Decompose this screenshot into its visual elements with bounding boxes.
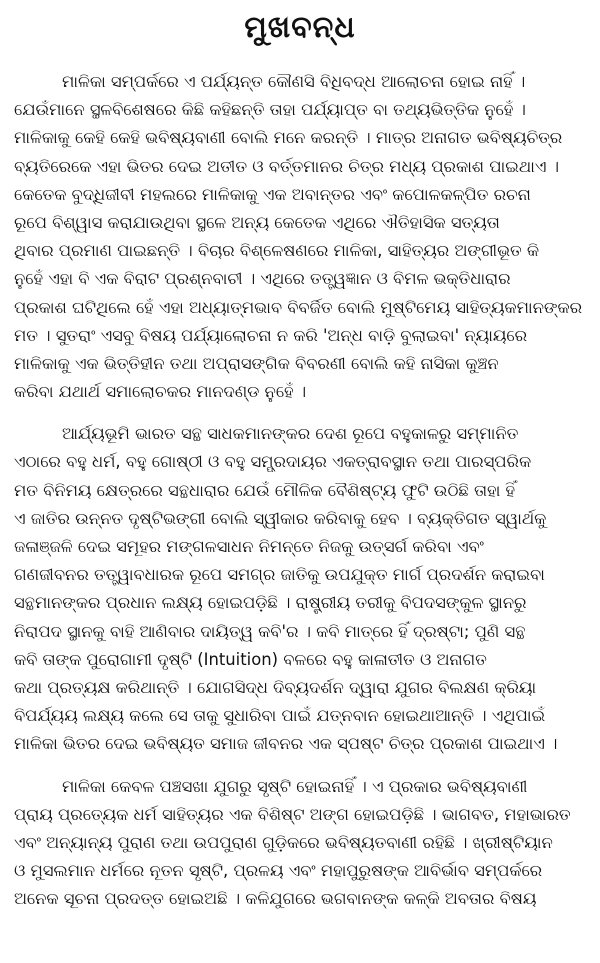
paragraph-2 [14, 420, 586, 758]
text-line: ବ୍ୟତିରେକେ ଏହା ଭିତର ଦେଇ ଅତୀତ ଓ ବର୍ତ୍ତମାନର ଚିତ୍ର ମଧ୍ୟ ପ୍ରକାଶ ପାଇଥାଏ । [14, 156, 559, 176]
text-line: ଯେଉଁମାନେ ସ୍ଥଳବିଶେଷରେ କିଛି କହିଛନ୍ତି ତାହା ପର୍ଯ୍ୟାପ୍ତ ବା ତଥ୍ୟଭିତ୍ତିକ ନୁହେଁ । [14, 100, 526, 120]
text-line: ଏ ଜାତିର ଉନ୍ନତ ଦୃଷ୍ଟିଭଙ୍ଗୀ ବୋଲି ସ୍ୱୀକାର କରିବାକୁ ହେବ । ବ୍ୟକ୍ତିଗତ ସ୍ୱାର୍ଥକୁ [14, 508, 547, 528]
text-line: ମାଳିକା ସମ୍ପର୍କରେ ଏ ପର୍ଯ୍ୟନ୍ତ କୌଣସି ବିଧିବଦ୍ଧ ଆଲୋଚନା ହୋଇ ନାହିଁ । [62, 72, 526, 91]
paragraph-3 [14, 773, 586, 914]
text-line: ଥିବାର ପ୍ରମାଣ ପାଇଛନ୍ତି । ବିଚାର ବିଶ୍ଳେଷଣରେ ମାଳିକା, ସାହିତ୍ୟର ଅଙ୍ଗୀଭୂତ କି [14, 241, 540, 261]
text-line: ପ୍ରକାଶ ଘଟିଥିଲେ ହେଁ ଏହା ଅଧ୍ୟାତ୍ମଭାବ ବିବର୍ଜିତ ବୋଲି ମୁଷ୍ଟିମେୟ ସାହିତ୍ୟକମାନଙ୍କର [14, 297, 582, 317]
text-line: ରୂପେ ବିଶ୍ୱାସ କରାଯାଉଥିବା ସ୍ଥଳେ ଅନ୍ୟ କେତେକ ଏଥିରେ ଐତିହାସିକ ସତ୍ୟତା [14, 212, 500, 232]
text-line: ବିପର୍ଯ୍ୟୟ ଲକ୍ଷ୍ୟ କଲେ ସେ ତାକୁ ସୁଧାରିବା ପାଇଁ ଯତ୍ନବାନ ହୋଇଥାଆନ୍ତି । ଏଥିପାଇଁ [14, 706, 546, 726]
text-line: ମାଳିକାକୁ କେହି କେହି ଭବିଷ୍ୟବାଣୀ ବୋଲି ମନେ କରନ୍ତି । ମାତ୍ର ଅନାଗତ ଭବିଷ୍ୟଚିତ୍ର [14, 128, 563, 148]
text-line: ଏଠାରେ ବହୁ ଧର୍ମ, ବହୁ ଗୋଷ୍ଠୀ ଓ ବହୁ ସମ୍ପ୍ରଦାୟର ଏକତ୍ରାବସ୍ଥାନ ତଥା ପାରସ୍ପରିକ [14, 452, 532, 472]
text-line: କବି ତାଙ୍କ ପୁରୋଗାମୀ ଦୃଷ୍ଟି (Intuition) ବଳରେ ବହୁ କାଳାତୀତ ଓ ଅନାଗତ [14, 649, 487, 669]
page-title: ମୁଖବନ୍ଧ [244, 10, 356, 45]
text-line: ମାଳିକାକୁ ଏକ ଭିତ୍ତିହୀନ ତଥା ଅପ୍ରାସଙ୍ଗିକ ବିବରଣୀ ବୋଲି କହି ନାସିକା କୁଞ୍ଚନ [14, 353, 499, 373]
text-line: ନୁହେଁ ଏହା ବି ଏକ ବିରାଟ ପ୍ରଶ୍ନବାଚୀ । ଏଥିରେ ତତ୍ତ୍ୱଜ୍ଞାନ ଓ ବିମଳ ଭକ୍ତିଧାରାର [14, 269, 511, 289]
text-line: କଥା ପ୍ରତ୍ୟକ୍ଷ କରିଥାନ୍ତି । ଯୋଗସିଦ୍ଧ ଦିବ୍ୟଦର୍ଶନ ଦ୍ୱାରା ଯୁଗର ବିଲକ୍ଷଣ କ୍ରିୟା [14, 677, 537, 697]
text-line: ଅନେକ ସୂଚନା ପ୍ରଦତ୍ତ ହୋଇଅଛି । କଳିଯୁଗରେ ଭଗବାନଙ୍କ କଳ୍କି ଅବତାର ବିଷୟ [14, 889, 537, 909]
text-line: ନିରାପଦ ସ୍ଥାନକୁ ବାହି ଆଣିବାର ଦାୟିତ୍ୱ କବି'ର । କବି ମାତ୍ରେ ହିଁ ଦ୍ରଷ୍ଟା; ପୁଣି ସନ୍ଥ [14, 621, 526, 641]
text-line: ମତ । ସୁତରାଂ ଏସବୁ ବିଷୟ ପର୍ଯ୍ୟାଲୋଚନା ନ କରି 'ଅନ୍ଧ ବାଡ଼ି ବୁଲାଇବା' ନ୍ୟାୟରେ [14, 325, 528, 345]
text-line: କରିବା ଯଥାର୍ଥ ସମାଲୋଚକର ମାନଦଣ୍ଡ ନୁହେଁ । [14, 382, 307, 402]
text-line: ମତ ବିନିମୟ କ୍ଷେତ୍ରରେ ସନ୍ଥଧାରାର ଯେଉଁ ମୌଳିକ ବୈଶିଷ୍ଟ୍ୟ ଫୁଟି ଉଠିଛି ତାହା ହିଁ [14, 480, 516, 500]
text-line: ଜଳାଞ୍ଜଳି ଦେଇ ସମୂହର ମଙ୍ଗଳସାଧନ ନିମନ୍ତେ ନିଜକୁ ଉତ୍ସର୍ଗ କରିବା ଏବଂ [14, 537, 484, 556]
text-line: ଆର୍ଯ୍ୟଭୂମି ଭାରତ ସନ୍ଥ ସାଧକମାନଙ୍କର ଦେଶ ରୂପେ ବହୁକାଳରୁ ସମ୍ମାନିତ [62, 424, 519, 444]
text-line: ପ୍ରାୟ ପ୍ରତ୍ୟେକ ଧର୍ମ ସାହିତ୍ୟର ଏକ ବିଶିଷ୍ଟ ଅଙ୍ଗ ହୋଇପଡ଼ିଛି । ଭାଗବତ, ମହାଭାରତ [14, 804, 571, 824]
text-line: ଗଣଜୀବନର ତତ୍ତ୍ୱାବଧାରକ ରୂପେ ସମଗ୍ର ଜାତିକୁ ଉପଯୁକ୍ତ ମାର୍ଗ ପ୍ରଦର୍ଶନ କରାଇବା [14, 565, 545, 585]
text-line: କେତେକ ବୁଦ୍ଧିଜୀବୀ ମହଲରେ ମାଳିକାକୁ ଏକ ଅବାନ୍ତର ଏବଂ କପୋଳକଳ୍ପିତ ରଚନା [14, 184, 531, 204]
text-line: ମାଳିକା କେବଳ ପଞ୍ଚସଖା ଯୁଗରୁ ସୃଷ୍ଟି ହୋଇନାହିଁ । ଏ ପ୍ରକାର ଭବିଷ୍ୟବାଣୀ [62, 776, 528, 796]
text-line: ଏବଂ ଅନ୍ୟାନ୍ୟ ପୁରାଣ ତଥା ଉପପୁରାଣ ଗୁଡ଼ିକରେ ଭବିଷ୍ୟତବାଣୀ ରହିଛି । ଖ୍ରୀଷ୍ଟିୟାନ [14, 832, 553, 852]
text-line: ସନ୍ଥମାନଙ୍କର ପ୍ରଧାନ ଲକ୍ଷ୍ୟ ହୋଇପଡ଼ିଛି । ରାଷ୍ଟ୍ରୀୟ ତରୀକୁ ବିପଦସଙ୍କୁଳ ସ୍ଥାନରୁ [14, 593, 527, 613]
paragraph-1 [14, 68, 586, 406]
text-line: ମାଳିକା ଭିତର ଦେଇ ଭବିଷ୍ୟତ ସମାଜ ଜୀବନର ଏକ ସ୍ପଷ୍ଟ ଚିତ୍ର ପ୍ରକାଶ ପାଇଥାଏ । [14, 734, 558, 754]
text-line: ଓ ମୁସଲମାନ ଧର୍ମରେ ନୂତନ ସୃଷ୍ଟି, ପ୍ରଳୟ ଏବଂ ମହାପୁରୁଷଙ୍କ ଆବିର୍ଭାବ ସମ୍ପର୍କରେ [14, 861, 543, 881]
